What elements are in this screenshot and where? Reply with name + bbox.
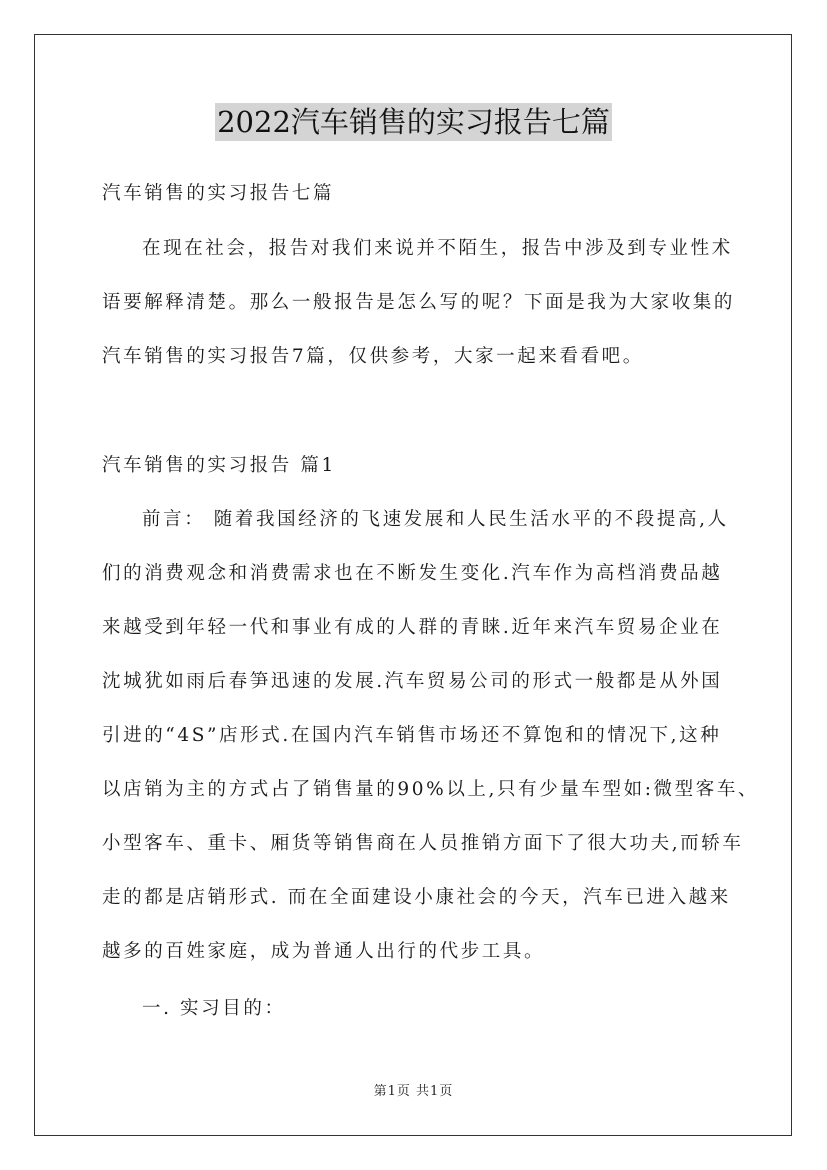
- body-line: 沈城犹如雨后春笋迅速的发展.汽车贸易公司的形式一般都是从外国: [102, 671, 723, 692]
- body-line: 引进的“4S”店形式.在国内汽车销售市场还不算饱和的情况下,这种: [102, 725, 722, 746]
- document-subtitle: 汽车销售的实习报告七篇: [102, 183, 335, 204]
- body-line: 小型客车、重卡、厢货等销售商在人员推销方面下了很大功夫,而轿车: [102, 833, 744, 854]
- body-line: 来越受到年轻一代和事业有成的人群的青睐.近年来汽车贸易企业在: [102, 617, 723, 638]
- page-footer: 第1页 共1页: [373, 1084, 454, 1099]
- intro-line: 语要解释清楚。那么一般报告是怎么写的呢？下面是我为大家收集的: [102, 292, 736, 313]
- intro-line: 汽车销售的实习报告7篇，仅供参考，大家一起来看看吧。: [102, 346, 644, 367]
- body-line: 前言： 随着我国经济的飞速发展和人民生活水平的不段提高,人: [142, 509, 729, 530]
- section-heading: 汽车销售的实习报告 篇1: [102, 455, 336, 476]
- title-block: [0, 103, 827, 141]
- list-item: 一. 实习目的：: [142, 998, 286, 1019]
- body-line: 走的都是店销形式. 而在全面建设小康社会的今天，汽车已进入越来: [102, 887, 731, 908]
- body-line: 以店销为主的方式占了销售量的90%以上,只有少量车型如:微型客车、: [102, 779, 760, 800]
- body-line: 越多的百姓家庭，成为普通人出行的代步工具。: [102, 941, 546, 962]
- document-title: 2022汽车销售的实习报告七篇: [217, 105, 610, 139]
- body-line: 们的消费观念和消费需求也在不断发生变化.汽车作为高档消费品越: [102, 563, 723, 584]
- intro-line: 在现在社会，报告对我们来说并不陌生，报告中涉及到专业性术: [142, 238, 733, 259]
